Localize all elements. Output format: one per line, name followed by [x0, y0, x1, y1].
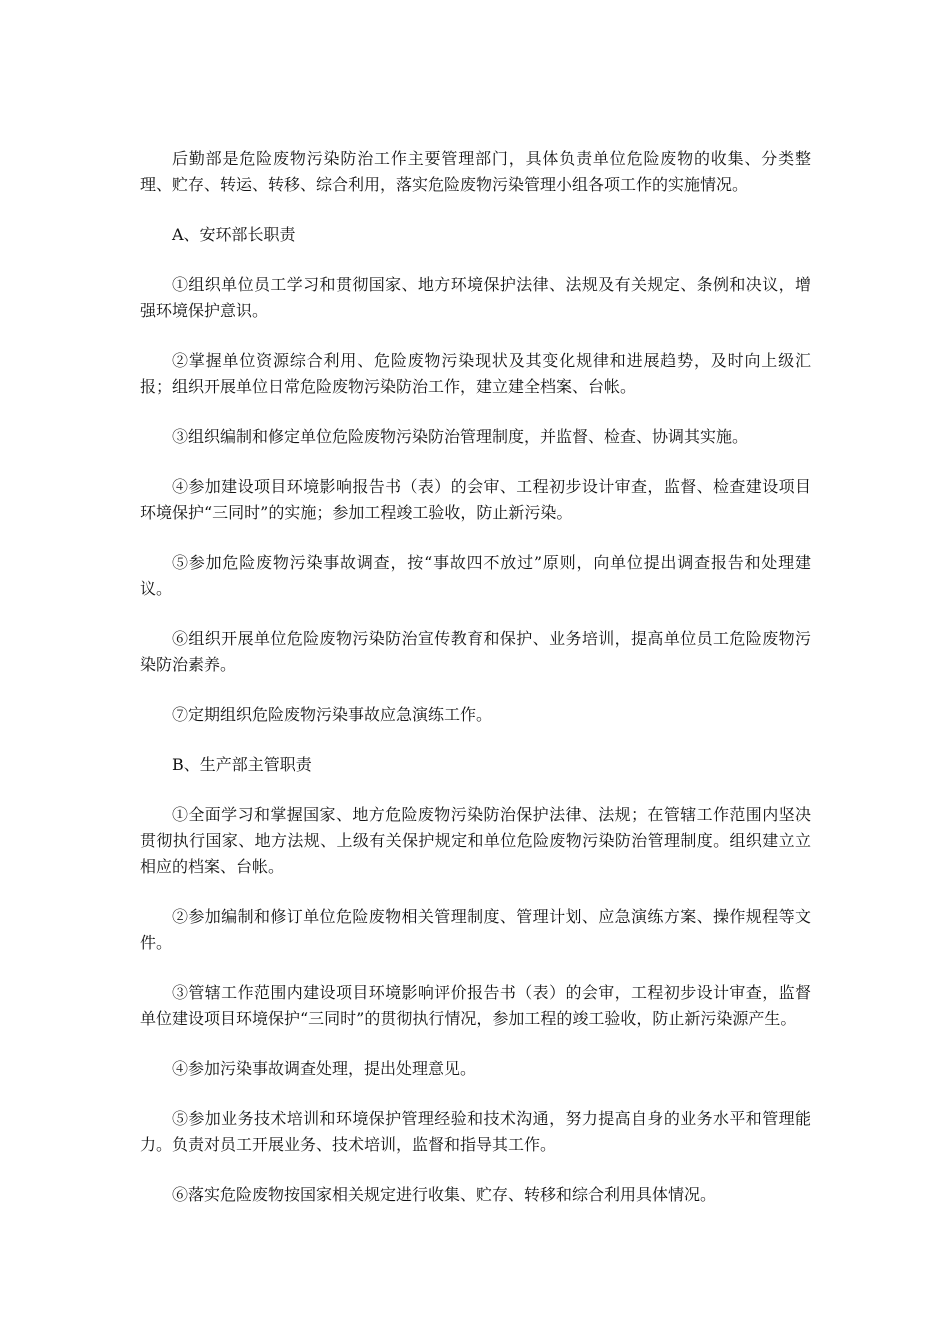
paragraph-a3: ③组织编制和修定单位危险废物污染防治管理制度，并监督、检查、协调其实施。	[172, 427, 749, 446]
document-body	[140, 146, 811, 1232]
paragraph-a6: ⑥组织开展单位危险废物污染防治宣传教育和保护、业务培训，提高单位员工危险废物污染防治素养。	[140, 629, 811, 674]
paragraph-b5: ⑤参加业务技术培训和环境保护管理经验和技术沟通，努力提高自身的业务水平和管理能力。负责对员工开展业务、技术培训，监督和指导其工作。	[140, 1109, 811, 1154]
paragraph-b4: ④参加污染事故调查处理，提出处理意见。	[172, 1059, 477, 1078]
paragraph-b1: ①全面学习和掌握国家、地方危险废物污染防治保护法律、法规；在管辖工作范围内坚决贯彻执行国家、地方法规、上级有关保护规定和单位危险废物污染防治管理制度。组织建立立相应的档案、台帐。	[140, 805, 811, 876]
paragraph-a5: ⑤参加危险废物污染事故调查，按“事故四不放过”原则，向单位提出调查报告和处理建议。	[140, 553, 811, 598]
section-heading-b: B、生产部主管职责	[172, 755, 312, 774]
intro-paragraph: 后勤部是危险废物污染防治工作主要管理部门，具体负责单位危险废物的收集、分类整理、贮存、转运、转移、综合利用，落实危险废物污染管理小组各项工作的实施情况。	[140, 149, 811, 194]
paragraph-a2: ②掌握单位资源综合利用、危险废物污染现状及其变化规律和进展趋势，及时向上级汇报；组织开展单位日常危险废物污染防治工作，建立建全档案、台帐。	[140, 351, 811, 396]
paragraph-b3: ③管辖工作范围内建设项目环境影响评价报告书（表）的会审，工程初步设计审查，监督单位建设项目环境保护“三同时”的贯彻执行情况，参加工程的竣工验收，防止新污染源产生。	[140, 983, 811, 1028]
paragraph-b2: ②参加编制和修订单位危险废物相关管理制度、管理计划、应急演练方案、操作规程等文件。	[140, 907, 811, 952]
paragraph-b6: ⑥落实危险废物按国家相关规定进行收集、贮存、转移和综合利用具体情况。	[172, 1185, 717, 1204]
section-heading-a: A、安环部长职责	[172, 225, 296, 244]
paragraph-a7: ⑦定期组织危险废物污染事故应急演练工作。	[172, 705, 493, 724]
paragraph-a4: ④参加建设项目环境影响报告书（表）的会审、工程初步设计审查，监督、检查建设项目环境保护“三同时”的实施；参加工程竣工验收，防止新污染。	[140, 477, 811, 522]
paragraph-a1: ①组织单位员工学习和贯彻国家、地方环境保护法律、法规及有关规定、条例和决议，增强环境保护意识。	[140, 275, 811, 320]
